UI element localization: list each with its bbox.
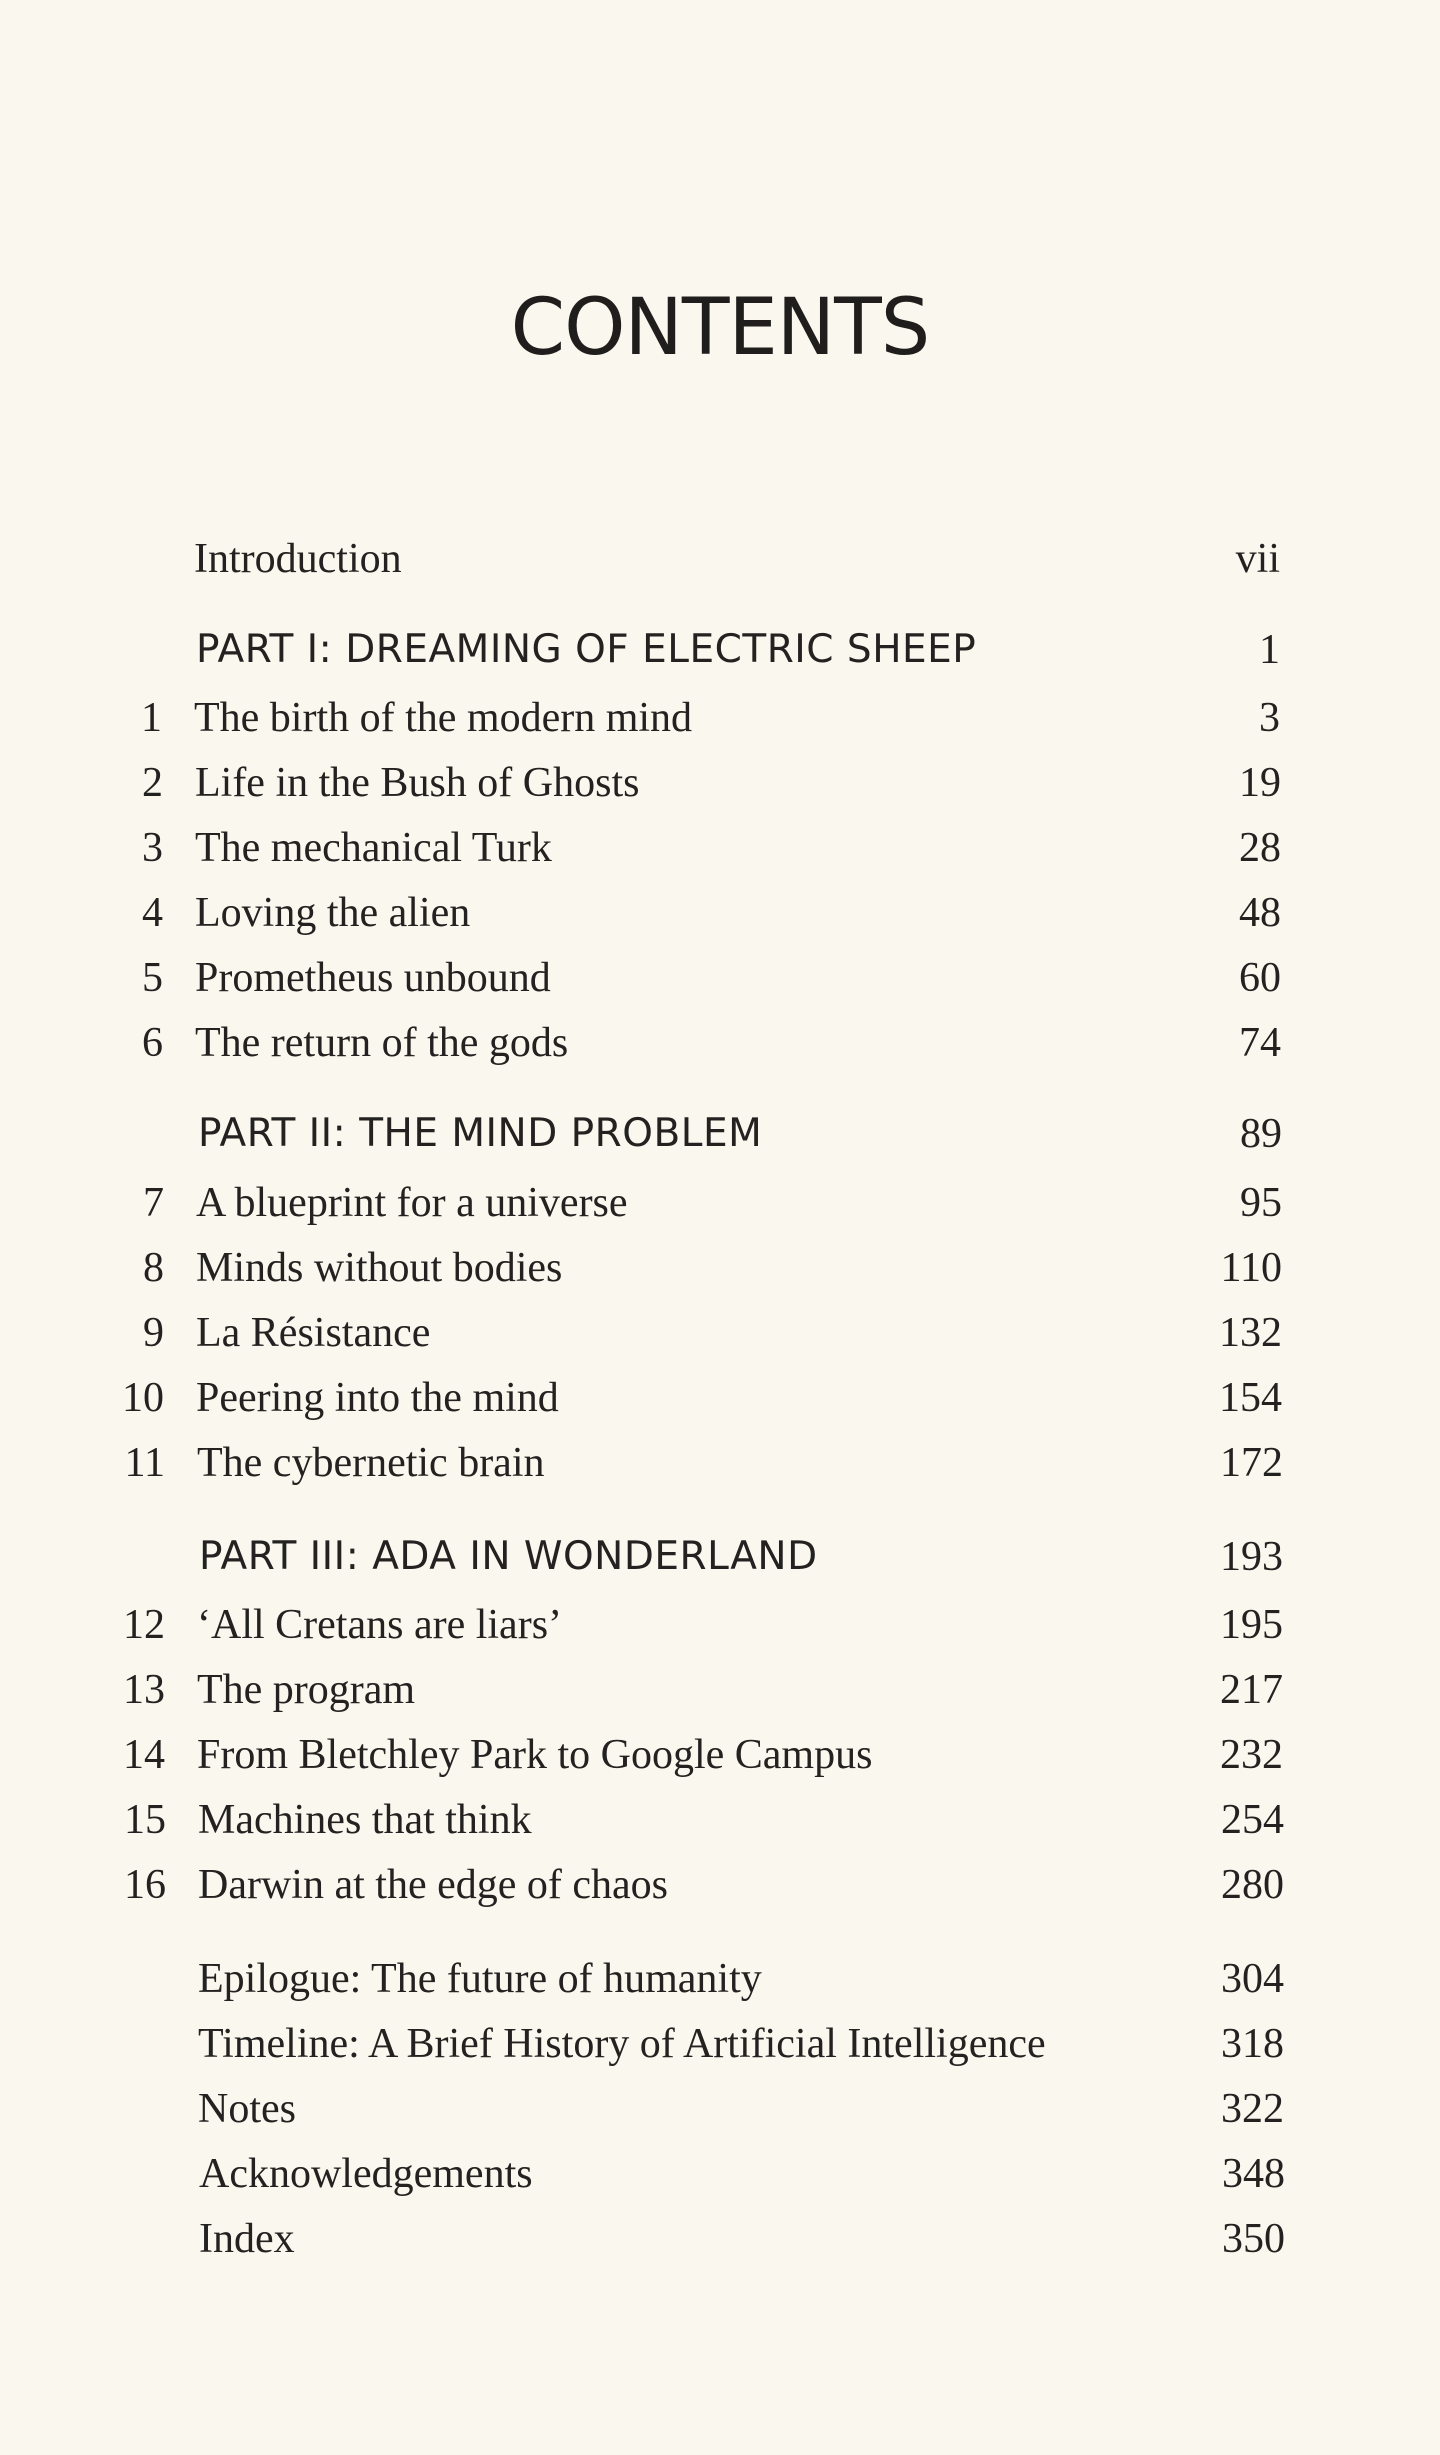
toc-page-number: 232 bbox=[1220, 1732, 1283, 1778]
toc-part-heading bbox=[3, 1527, 1440, 1587]
toc-entry bbox=[5, 2144, 1440, 2204]
toc-page-number: 110 bbox=[1220, 1245, 1282, 1291]
toc-entry bbox=[2, 1238, 1440, 1298]
toc-entry-title: Timeline: A Brief History of Artificial Intelligence bbox=[198, 2021, 1046, 2067]
toc-entry-title: Machines that think bbox=[198, 1797, 532, 1843]
toc-page-number: 89 bbox=[1240, 1111, 1282, 1157]
toc-chapter-number: 9 bbox=[143, 1310, 164, 1356]
toc-entry-title: Prometheus unbound bbox=[195, 955, 551, 1001]
toc-page-number: 154 bbox=[1219, 1375, 1282, 1421]
toc-chapter-number: 12 bbox=[123, 1602, 165, 1648]
toc-page-number: 172 bbox=[1220, 1440, 1283, 1486]
toc-entry-title: Peering into the mind bbox=[196, 1375, 559, 1421]
toc-entry-title: Darwin at the edge of chaos bbox=[198, 1862, 668, 1908]
toc-entry bbox=[1, 818, 1440, 878]
toc-part-title: PART I: DREAMING OF ELECTRIC SHEEP bbox=[196, 627, 977, 672]
toc-entry-title: Loving the alien bbox=[195, 890, 471, 936]
toc-page-number: 28 bbox=[1239, 825, 1281, 871]
toc-page-number: 1 bbox=[1259, 627, 1280, 673]
toc-chapter-number: 4 bbox=[142, 890, 163, 936]
toc-page-number: 95 bbox=[1240, 1180, 1282, 1226]
toc-page-number: 217 bbox=[1220, 1667, 1283, 1713]
toc-entry bbox=[2, 1173, 1440, 1233]
toc-page-number: 60 bbox=[1239, 955, 1281, 1001]
toc-entry bbox=[4, 1949, 1440, 2009]
toc-entry-title: La Résistance bbox=[196, 1310, 431, 1356]
toc-page-number: 280 bbox=[1221, 1862, 1284, 1908]
toc-chapter-number: 6 bbox=[142, 1020, 163, 1066]
toc-entry-title: The mechanical Turk bbox=[195, 825, 552, 871]
toc-entry bbox=[3, 1433, 1440, 1493]
toc-entry bbox=[3, 1595, 1440, 1655]
toc-page-number: 254 bbox=[1221, 1797, 1284, 1843]
toc-page-number: 132 bbox=[1219, 1310, 1282, 1356]
toc-entry bbox=[2, 1303, 1440, 1363]
toc-entry bbox=[1, 883, 1440, 943]
toc-entry-title: The birth of the modern mind bbox=[194, 695, 693, 741]
toc-entry-title: Index bbox=[199, 2216, 295, 2262]
toc-entry-title: The cybernetic brain bbox=[197, 1440, 545, 1486]
toc-entry bbox=[3, 1660, 1440, 1720]
toc-page-number: 19 bbox=[1239, 760, 1281, 806]
toc-chapter-number: 5 bbox=[142, 955, 163, 1001]
toc-page-number: 74 bbox=[1239, 1020, 1281, 1066]
toc-entry-title: Life in the Bush of Ghosts bbox=[195, 760, 640, 806]
toc-page-number: 3 bbox=[1259, 695, 1280, 741]
toc-entry-title: The program bbox=[197, 1667, 416, 1713]
toc-entry bbox=[4, 1790, 1440, 1850]
toc-chapter-number: 1 bbox=[141, 695, 162, 741]
toc-chapter-number: 10 bbox=[122, 1375, 164, 1421]
toc-entry-title: From Bletchley Park to Google Campus bbox=[197, 1732, 873, 1778]
toc-page-number: 193 bbox=[1220, 1534, 1283, 1580]
toc-chapter-number: 7 bbox=[143, 1180, 164, 1226]
toc-chapter-number: 11 bbox=[124, 1440, 165, 1486]
toc-chapter-number: 16 bbox=[124, 1862, 166, 1908]
toc-entry bbox=[5, 2209, 1440, 2269]
toc-entry-title: Notes bbox=[198, 2086, 296, 2132]
toc-part-title: PART III: ADA IN WONDERLAND bbox=[199, 1534, 818, 1579]
toc-page-number: 48 bbox=[1239, 890, 1281, 936]
toc-entry-title: A blueprint for a universe bbox=[196, 1180, 628, 1226]
toc-chapter-number: 15 bbox=[124, 1797, 166, 1843]
toc-page-number: 350 bbox=[1222, 2216, 1285, 2262]
toc-part-heading bbox=[2, 1104, 1440, 1164]
toc-entry bbox=[0, 529, 1440, 589]
toc-entry-title: Minds without bodies bbox=[196, 1245, 563, 1291]
toc-entry bbox=[1, 1013, 1440, 1073]
toc-page-number: 348 bbox=[1222, 2151, 1285, 2197]
toc-entry bbox=[1, 948, 1440, 1008]
toc-page-number: 195 bbox=[1220, 1602, 1283, 1648]
toc-chapter-number: 13 bbox=[123, 1667, 165, 1713]
toc-entry bbox=[4, 1855, 1440, 1915]
toc-chapter-number: 8 bbox=[143, 1245, 164, 1291]
toc-entry bbox=[1, 753, 1440, 813]
toc-part-title: PART II: THE MIND PROBLEM bbox=[198, 1111, 763, 1156]
toc-entry bbox=[2, 1368, 1440, 1428]
toc-page-number: vii bbox=[1235, 536, 1280, 582]
toc-chapter-number: 14 bbox=[123, 1732, 165, 1778]
toc-part-heading bbox=[0, 620, 1440, 680]
toc-entry bbox=[4, 2079, 1440, 2139]
toc-page-number: 322 bbox=[1221, 2086, 1284, 2132]
toc-entry-title: Epilogue: The future of humanity bbox=[198, 1956, 762, 2002]
toc-page-number: 304 bbox=[1221, 1956, 1284, 2002]
toc-entry-title: Acknowledgements bbox=[199, 2151, 533, 2197]
toc-page-number: 318 bbox=[1221, 2021, 1284, 2067]
toc-entry bbox=[0, 688, 1440, 748]
toc-entry bbox=[3, 1725, 1440, 1785]
toc-chapter-number: 3 bbox=[142, 825, 163, 871]
toc-chapter-number: 2 bbox=[142, 760, 163, 806]
toc-entry-title: The return of the gods bbox=[195, 1020, 569, 1066]
page-title: CONTENTS bbox=[510, 283, 930, 373]
toc-entry bbox=[4, 2014, 1440, 2074]
toc-entry-title: Introduction bbox=[194, 536, 402, 582]
toc-entry-title: ‘All Cretans are liars’ bbox=[197, 1602, 563, 1648]
